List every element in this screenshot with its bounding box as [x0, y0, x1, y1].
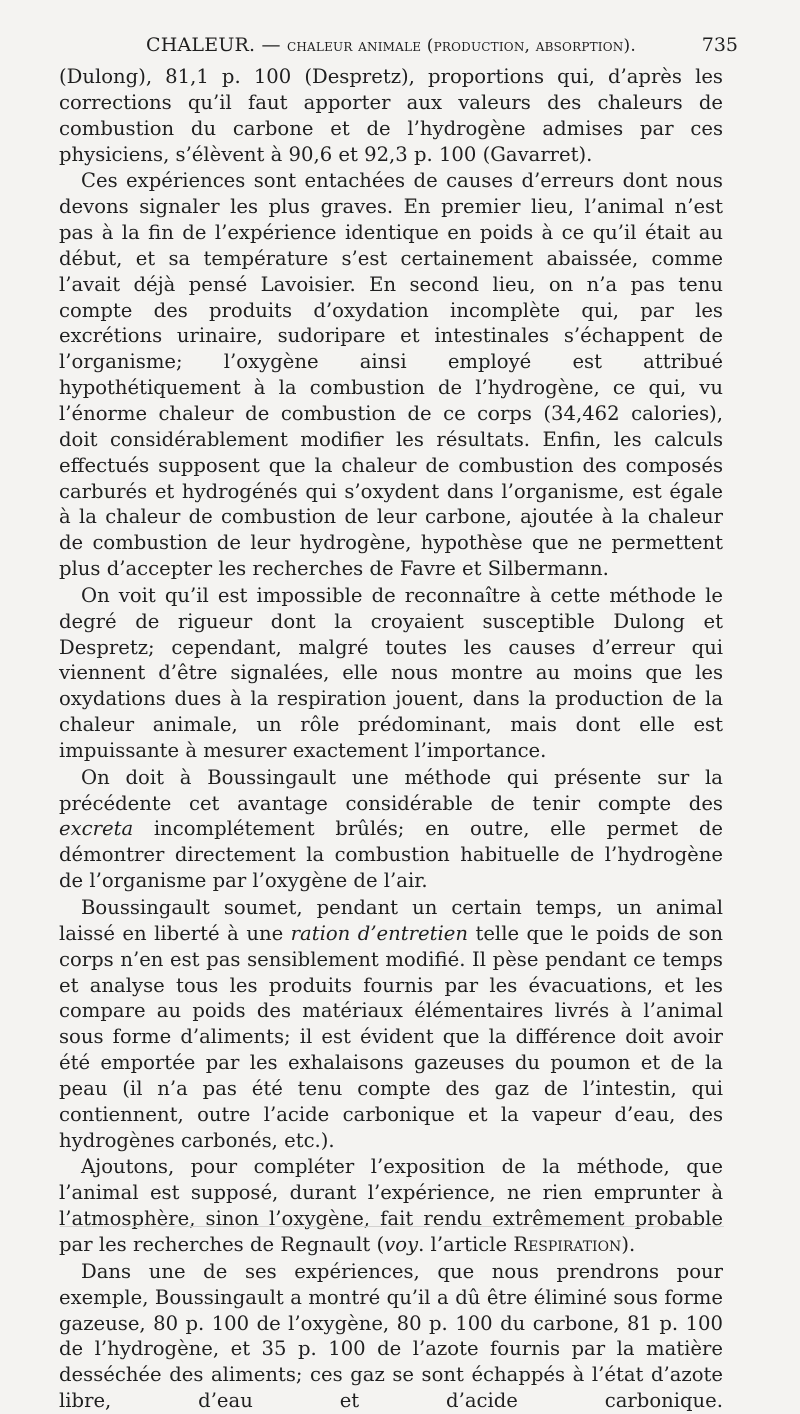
paragraph — [59, 583, 723, 764]
header-title-group — [146, 34, 636, 56]
text-run: . l’article — [418, 1232, 514, 1256]
header-title: CHALEUR. — [146, 34, 256, 56]
paragraph — [59, 765, 723, 894]
running-header — [0, 30, 800, 62]
paragraph — [59, 1259, 723, 1414]
header-dash: — — [261, 34, 281, 56]
paragraph — [59, 64, 723, 167]
italic-text: voy — [384, 1232, 419, 1256]
body-text — [59, 64, 723, 1414]
text-run: On voit qu’il est impossible de reconnaître à cette méthode le degré de rigueur dont la croyaient susceptible Dulong et Despretz; cependant, malgré toutes les causes d’erreur qui viennent d’être signalées, elle nous montre au moins que les oxydations dues à la respiration jouent, dans la production de la chaleur animale, un rôle prédominant, mais dont elle est impuissante à mesurer exactement l’importance. — [59, 583, 723, 762]
footer-rule — [60, 1226, 724, 1227]
page-number: 735 — [701, 34, 738, 56]
header-subtitle: chaleur animale (production, absorption). — [286, 36, 636, 56]
text-run: telle que le poids de son corps n’en est pas sensiblement modifié. Il pèse pendant ce temps et analyse tous les produits fournis par les évacuations, et les compare au poids des matériaux élémentaires livrés à l’animal sous forme d’aliments; il est évident que la différence doit avoir été emportée par les exhalaisons gazeuses du poumon et de la peau (il n’a pas été tenu compte des gaz de l’intestin, qui contiennent, outre l’acide carbonique et la vapeur d’eau, des hydrogènes carbonés, etc.). — [59, 921, 723, 1152]
text-run: On doit à Boussingault une méthode qui présente sur la précédente cet avantage considérable de tenir compte des — [59, 765, 723, 815]
text-run: (Dulong), 81,1 p. 100 (Despretz), proportions qui, d’après les corrections qu’il faut apporter aux valeurs des chaleurs de combustion du carbone et de l’hydrogène admises par ces physiciens, s’élèvent à 90,6 et 92,3 p. 100 (Gavarret). — [59, 65, 723, 166]
italic-text: excreta — [59, 817, 134, 841]
text-run: ). — [621, 1232, 636, 1256]
text-run: Dans une de ses expériences, que nous prendrons pour exemple, Boussingault a montré qu’il a dû être éliminé sous forme gazeuse, 80 p. 100 de l’oxygène, 80 p. 100 du carbone, 81 p. 100 de l’hydrogène, et 35 p. 100 de l’azote fournis par la matière desséchée des aliments; ces gaz se sont échappés à l’état d’azote libre, d’eau et d’acide carbonique. — [59, 1259, 723, 1413]
text-run: Ces expériences sont entachées de causes d’erreurs dont nous devons signaler les plus graves. En premier lieu, l’animal n’est pas à la fin de l’expérience identique en poids à ce qu’il était au début, et sa température s’est certainement abaissée, comme l’avait déjà pensé Lavoisier. En second lieu, on n’a pas tenu compte des produits d’oxydation incomplète qui, par les excrétions urinaire, sudoripare et intestinales s’échappent de l’organisme; l’oxygène ainsi employé est attribué hypothétiquement à la combustion de l’hydrogène, ce qui, vu l’énorme chaleur de combustion de ce corps (34,462 calories), doit considérablement modifier les résultats. Enfin, les calculs effectués supposent que la chaleur de combustion des composés carburés et hydrogénés qui s’oxydent dans l’organisme, est égale à la chaleur de combustion de leur carbone, ajoutée à la chaleur de combustion de leur hydrogène, hypothèse que ne permettent plus d’accepter les recherches de Favre et Silbermann. — [59, 169, 723, 581]
paragraph — [59, 168, 723, 582]
page-footer — [0, 1226, 800, 1246]
text-run: Boussingault soumet, pendant un certain temps, un animal laissé en liberté à une — [59, 896, 723, 945]
text-run: incomplétement brûlés; en outre, elle permet de démontrer directement la combustion habituelle de l’hydrogène de l’organisme par l’oxygène de l’air. — [59, 817, 723, 893]
smallcaps-text: Respiration — [513, 1232, 622, 1256]
paragraph — [59, 895, 723, 1153]
italic-text: ration d’entretien — [290, 921, 468, 945]
text-run: Ajoutons, pour compléter l’exposition de la méthode, que l’animal est supposé, durant l’expérience, ne rien emprunter à l’atmosphère, sinon l’oxygène, fait rendu extrêmement probable par les recherches de Regnault ( — [59, 1155, 723, 1256]
